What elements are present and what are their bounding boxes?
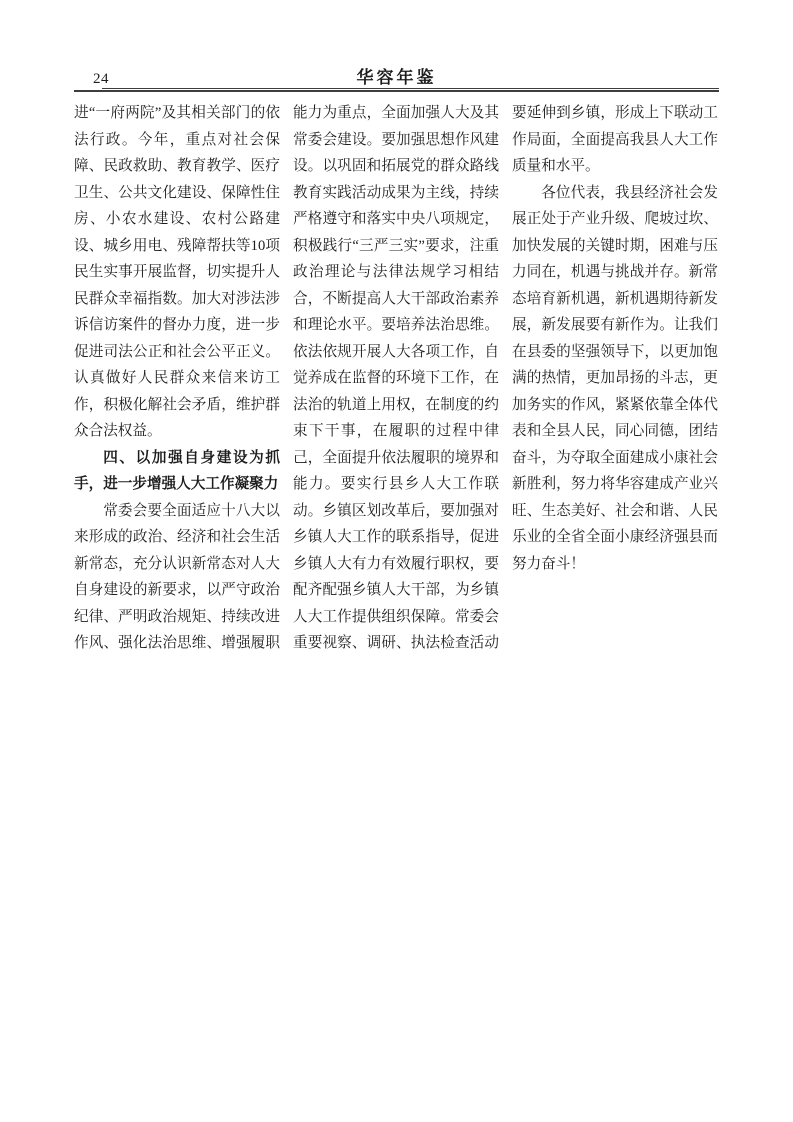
header-rule-thick xyxy=(74,90,719,92)
body-paragraph: 能力为重点，全面加强人大及其常委会建设。要加强思想作风建设。以巩固和拓展党的群众路线教育实践活动成果为主线，持续严格遵守和落实中央八项规定，积极践行“三严三实”要求，注重政治理论与法律法规学习相结合，不断提高人大干部政治素养和理论水平。要培养法治思维。依法依规开展人大各项工作，自觉养成在监督的环境下工作，在法治的轨道上用权，在制度的约束下干事，在履职的过程中律己，全面提升依法履职的境界和能力。要实行县乡人大工作联动。乡镇区划改革后，要加强对乡镇人大工作的联系指导，促进乡镇人大有力有效履行职权，要配齐配强乡镇人大干部，为乡镇人大工作提供组织保障。常委会重要视察、调研、执法检查活动 xyxy=(293,105,499,651)
page-number: 24 xyxy=(93,71,109,87)
body-paragraph: 要延伸到乡镇，形成上下联动工作局面，全面提高我县人大工作质量和水平。 xyxy=(512,105,718,174)
text-columns xyxy=(74,100,719,657)
section-heading: 四、以加强自身建设为抓手，进一步增强人大工作凝聚力 xyxy=(74,449,280,492)
running-head xyxy=(74,58,719,92)
body-paragraph: 各位代表，我县经济社会发展正处于产业升级、爬坡过坎、加快发展的关键时期，困难与压力同在，机遇与挑战并存。新常态培育新机遇，新机遇期待新发展，新发展要有新作为。让我们在县委的坚强领导下，以更加饱满的热情，更加昂扬的斗志，更加务实的作风，紧紧依靠全体代表和全县人民，同心同德，团结奋斗，为夺取全面建成小康社会新胜利，努力将华容建成产业兴旺、生态美好、社会和谐、人民乐业的全省全面小康经济强县而努力奋斗！ xyxy=(512,184,718,572)
text-column-3 xyxy=(512,100,718,657)
page-title: 华容年鉴 xyxy=(356,68,437,87)
body-paragraph: 常委会要全面适应十八大以来形成的政治、经济和社会生活新常态，充分认识新常态对人大自身建设的新要求，以严守政治纪律、严明政治规矩、持续改进作风、强化法治思维、增强履职 xyxy=(74,502,280,651)
text-column-1 xyxy=(74,100,280,657)
header-rule-thin xyxy=(102,88,719,89)
text-column-2 xyxy=(293,100,499,657)
body-paragraph: 进“一府两院”及其相关部门的依法行政。今年，重点对社会保障、民政救助、教育教学、医疗卫生、公共文化建设、保障性住房、小农水建设、农村公路建设、城乡用电、残障帮扶等10项民生实事开展监督，切实提升人民群众幸福指数。加大对涉法涉诉信访案件的督办力度，进一步促进司法公正和社会公平正义。认真做好人民群众来信来访工作，积极化解社会矛盾，维护群众合法权益。 xyxy=(74,105,280,439)
